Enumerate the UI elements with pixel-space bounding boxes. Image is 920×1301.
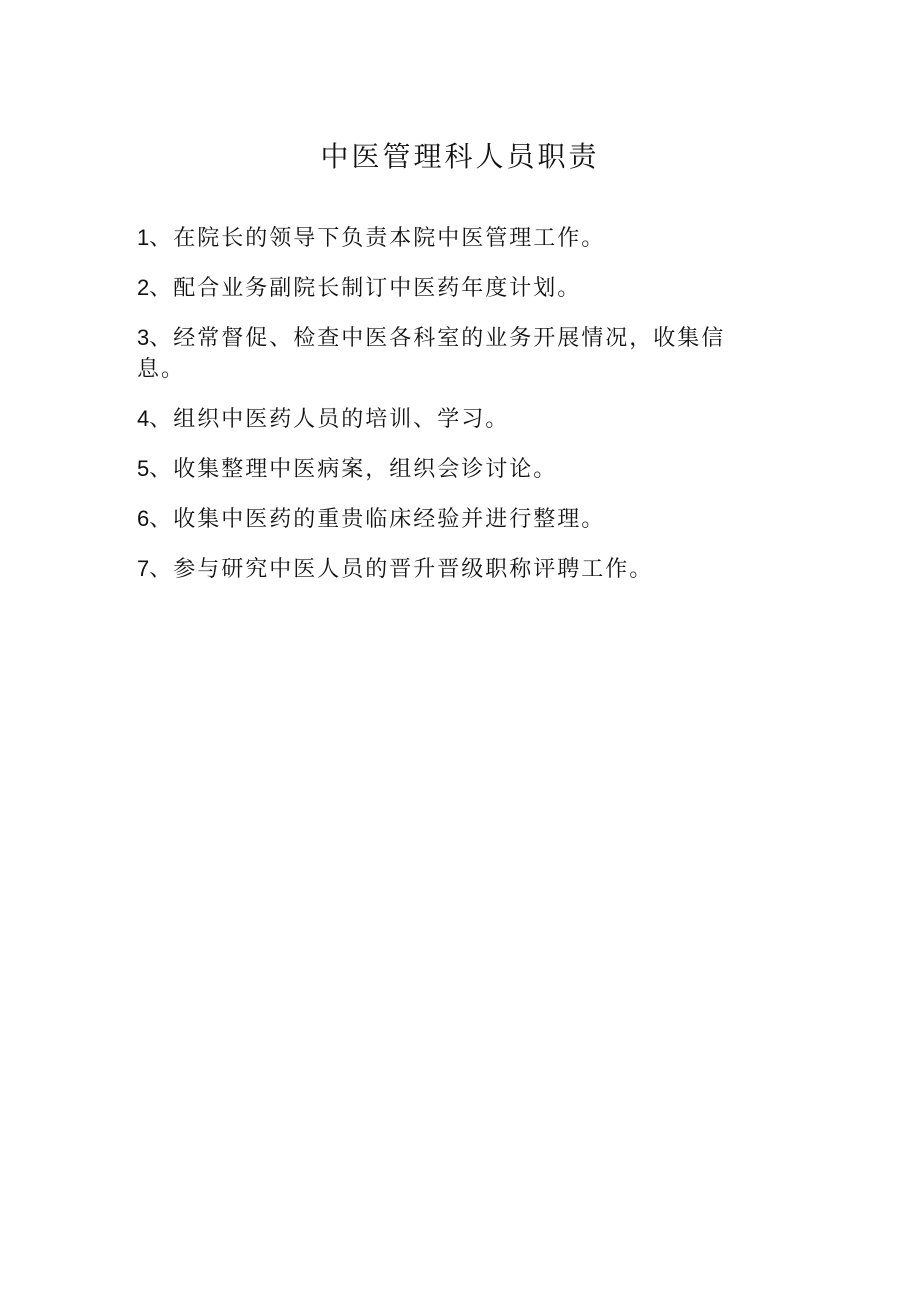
duty-item-2 [137, 272, 749, 304]
duty-number: 1 [137, 225, 150, 250]
duty-text: 、配合业务副院长制订中医药年度计划。 [149, 276, 582, 301]
duty-text: 、参与研究中医人员的晋升晋级职称评聘工作。 [149, 557, 654, 582]
duty-number: 2 [137, 275, 150, 300]
duty-list [137, 222, 749, 603]
duty-text: 、经常督促、检查中医各科室的业务开展情况，收集信息。 [137, 326, 726, 382]
duty-text: 、收集中医药的重贵临床经验并进行整理。 [149, 507, 606, 532]
duty-text: 、组织中医药人员的培训、学习。 [149, 407, 510, 432]
duty-item-6 [137, 503, 749, 535]
page-title: 中医管理科人员职责 [320, 139, 600, 173]
duty-number: 7 [137, 556, 150, 581]
duty-number: 4 [137, 406, 150, 431]
duty-item-3 [137, 322, 749, 385]
duty-number: 5 [137, 456, 150, 481]
duty-item-1 [137, 222, 749, 254]
duty-item-7 [137, 553, 749, 585]
duty-number: 6 [137, 506, 150, 531]
duty-item-4 [137, 403, 749, 435]
duty-number: 3 [137, 325, 150, 350]
duty-text: 、收集整理中医病案，组织会诊讨论。 [149, 457, 558, 482]
duty-item-5 [137, 453, 749, 485]
duty-text: 、在院长的领导下负责本院中医管理工作。 [149, 226, 606, 251]
